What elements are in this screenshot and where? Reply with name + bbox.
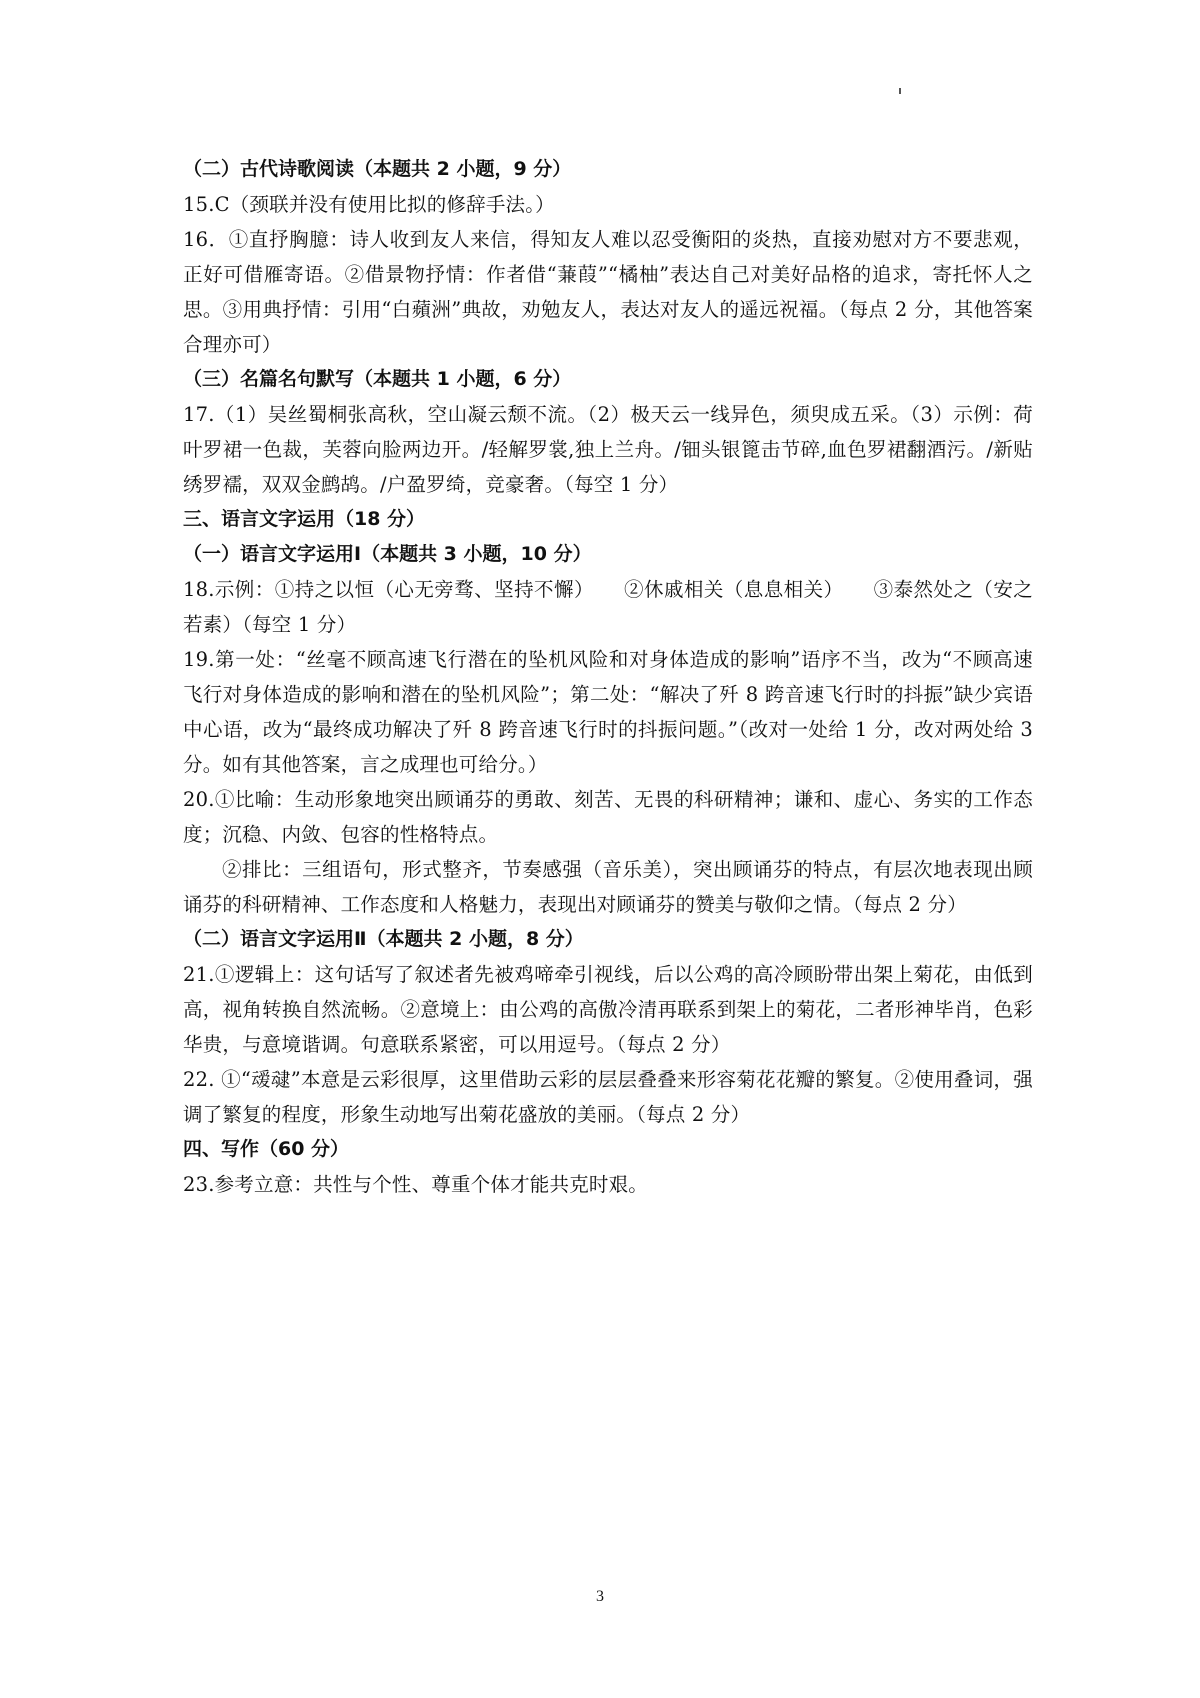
section-heading-language-use-1: （一）语言文字运用Ⅰ（本题共 3 小题，10 分） <box>183 543 592 565</box>
answer-23: 23.参考立意：共性与个性、尊重个体才能共克时艰。 <box>183 1173 649 1196</box>
answer-20-part-2: ②排比：三组语句，形式整齐，节奏感强（音乐美），突出顾诵芬的特点，有层次地表现出顾诵芬的科研精神、工作态度和人格魅力，表现出对顾诵芬的赞美与敬仰之情。（每点 2 分） <box>183 858 1033 916</box>
answer-20-part-1: 20.①比喻：生动形象地突出顾诵芬的勇敢、刻苦、无畏的科研精神；谦和、虚心、务实的工作态度；沉稳、内敛、包容的性格特点。 <box>183 788 1033 846</box>
scan-mark <box>899 88 901 94</box>
page-number: 3 <box>596 1588 604 1605</box>
answer-18: 18.示例：①持之以恒（心无旁骛、坚持不懈） ②休戚相关（息息相关） ③泰然处之（安之若素）（每空 1 分） <box>183 578 1033 636</box>
answer-17: 17.（1）吴丝蜀桐张高秋，空山凝云颓不流。（2）极天云一线异色，须臾成五采。（3）示例：荷叶罗裙一色裁，芙蓉向脸两边开。/轻解罗裳,独上兰舟。/钿头银篦击节碎,血色罗裙翻酒污。/新贴绣罗襦，双双金鹧鸪。/户盈罗绮，竞豪奢。（每空 1 分） <box>183 403 1033 496</box>
answer-16: 16．①直抒胸臆：诗人收到友人来信，得知友人难以忍受衡阳的炎热，直接劝慰对方不要悲观，正好可借雁寄语。②借景物抒情：作者借“蒹葭”“橘柚”表达自己对美好品格的追求，寄托怀人之思。③用典抒情：引用“白蘋洲”典故，劝勉友人，表达对友人的遥远祝福。（每点 2 分，其他答案合理亦可） <box>183 228 1033 356</box>
section-heading-language-use-2: （二）语言文字运用Ⅱ（本题共 2 小题，8 分） <box>183 928 584 950</box>
answer-21: 21.①逻辑上：这句话写了叙述者先被鸡啼牵引视线，后以公鸡的高冷顾盼带出架上菊花，由低到高，视角转换自然流畅。②意境上：由公鸡的高傲冷清再联系到架上的菊花，二者形神毕肖，色彩华贵，与意境谐调。句意联系紧密，可以用逗号。（每点 2 分） <box>183 963 1033 1056</box>
section-heading-language-use: 三、语言文字运用（18 分） <box>183 508 426 530</box>
section-heading-poetry-reading: （二）古代诗歌阅读（本题共 2 小题，9 分） <box>183 158 572 180</box>
answer-15: 15.C（颈联并没有使用比拟的修辞手法。） <box>183 193 555 216</box>
answer-19: 19.第一处：“丝毫不顾高速飞行潜在的坠机风险和对身体造成的影响”语序不当，改为“不顾高速飞行对身体造成的影响和潜在的坠机风险”；第二处：“解决了歼 8 跨音速飞行时的抖振”缺少宾语中心语，改为“最终成功解决了歼 8 跨音速飞行时的抖振问题。”（改对一处给 1 分，改对两处给 3 分。如有其他答案，言之成理也可给分。） <box>183 648 1033 776</box>
answer-22: 22. ①“叆叇”本意是云彩很厚，这里借助云彩的层层叠叠来形容菊花花瓣的繁复。②使用叠词，强调了繁复的程度，形象生动地写出菊花盛放的美丽。（每点 2 分） <box>183 1068 1033 1126</box>
section-heading-writing: 四、写作（60 分） <box>183 1138 350 1160</box>
document-content <box>183 152 1033 1202</box>
section-heading-famous-lines: （三）名篇名句默写（本题共 1 小题，6 分） <box>183 368 572 390</box>
